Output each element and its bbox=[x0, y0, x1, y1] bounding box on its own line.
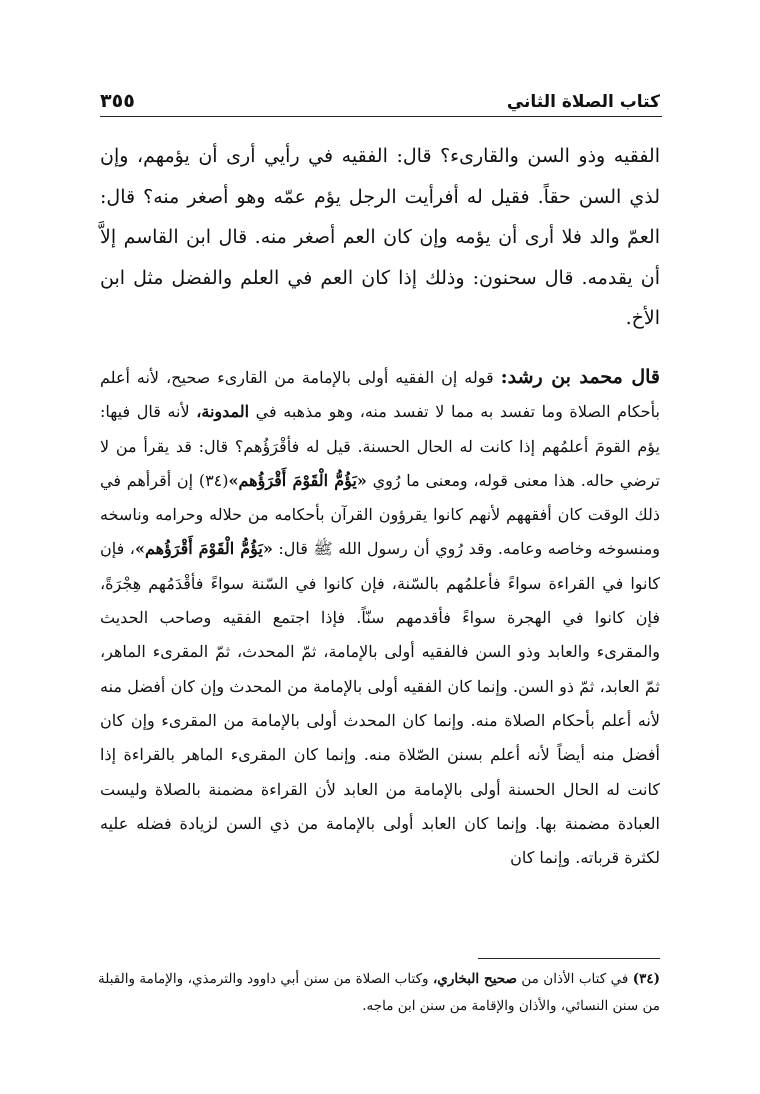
madhhab-reference: المدونة، bbox=[196, 402, 250, 422]
running-title: كتاب الصلاة الثاني bbox=[506, 92, 660, 112]
footnote-source: صحيح البخاري، bbox=[432, 971, 517, 987]
commentary-text-3: إن أقرأهم في ذلك الوقت كان أفقههم لأنهم كانوا يقرؤون القرآن بأحكامه من حلاله وحرامه وناسخه ومنسوخه وخاصه وعامه. وقد رُوي أن رسول الله ﷺ قال: bbox=[100, 470, 660, 559]
commentary-text-1: قوله إن الفقيه أولى بالإمامة من القارىء صحيح، لأنه أعلم بأحكام الصلاة وما تفسد به مما لا تفسد منه، وهو مذهبه في bbox=[100, 368, 660, 422]
commentary-speaker: قال محمد بن رشد: bbox=[500, 366, 660, 388]
commentary bbox=[100, 360, 660, 875]
page-number: ٣٥٥ bbox=[100, 90, 135, 112]
header-rule bbox=[100, 116, 662, 117]
hadith-quote-1: «يَؤُمُّ الْقَوْمَ أَقْرَؤُهم» bbox=[228, 470, 367, 490]
commentary-text-4: ، فإن كانوا في القراءة سواءً فأعلمُهم بالسّنة، فإن كانوا في السّنة سواءً فأقْدَمُهم هِجْرَةً، فإن كانوا في الهجرة سواءً فأقدمهم سنّاً. فإذا اجتمع الفقيه وصاحب الحديث والمقرىء والعابد وذو السن فالفقيه أولى بالإمامة، ثمّ المحدث، ثمّ المقرىء الماهر، ثمّ العابد، ثمّ ذو السن. وإنما كان الفقيه أولى بالإمامة من المحدث وإن كان أفضل منه لأنه أعلم بأحكام الصلاة منه. وإنما كان المحدث أولى بالإمامة من المقرىء وإن كان أفضل منه أيضاً لأنه أعلم بسنن الصّلاة منه. وإنما كان المقرىء الماهر بالقراءة إذا كانت له الحال الحسنة أولى بالإمامة من العابد لأن القراءة مضمنة بالصلاة وليست العبادة مضمنة بها. وإنما كان العابد أولى بالإمامة من ذي السن لزيادة فضله عليه لكثرة قرباته. وإنما كان bbox=[100, 539, 660, 868]
footnote-text-1: في كتاب الأذان من bbox=[516, 971, 633, 987]
footnote-number: (٣٤) bbox=[632, 971, 660, 987]
footnote-rule bbox=[478, 958, 660, 959]
page-header bbox=[100, 78, 660, 112]
footnote-reference: (٣٤) bbox=[198, 470, 229, 490]
commentary-text-2: لأنه قال فيها: يؤم القومَ أعلمُهم إذا كانت له الحال الحسنة. قيل له فأقْرَؤُهم؟ قال: قد يقرأ من لا ترضي حاله. هذا معنى قوله، ومعنى ما رُوي bbox=[100, 402, 661, 490]
footnote bbox=[98, 966, 660, 1020]
quoted-text: الفقيه وذو السن والقارىء؟ قال: الفقيه في رأيي أرى أن يؤمهم، وإن لذي السن حقاً. فقيل له أفرأيت الرجل يؤم عمّه وهو أصغر منه؟ قال: العمّ والد فلا أرى أن يؤمه وإن كان العم أصغر منه. قال ابن القاسم إلاَّ أن يقدمه. قال سحنون: وذلك إذا كان العم في العلم والفضل مثل ابن الأخ. bbox=[100, 145, 660, 329]
hadith-quote-2: «يَؤُمُّ الْقَوْمَ أَقْرَؤُهم» bbox=[134, 539, 273, 559]
footnote-text-2: وكتاب الصلاة من سنن أبي داوود والترمذي، والإمامة والقبلة من سنن النسائي، والأذان والإقامة من سنن ابن ماجه. bbox=[98, 971, 660, 1014]
